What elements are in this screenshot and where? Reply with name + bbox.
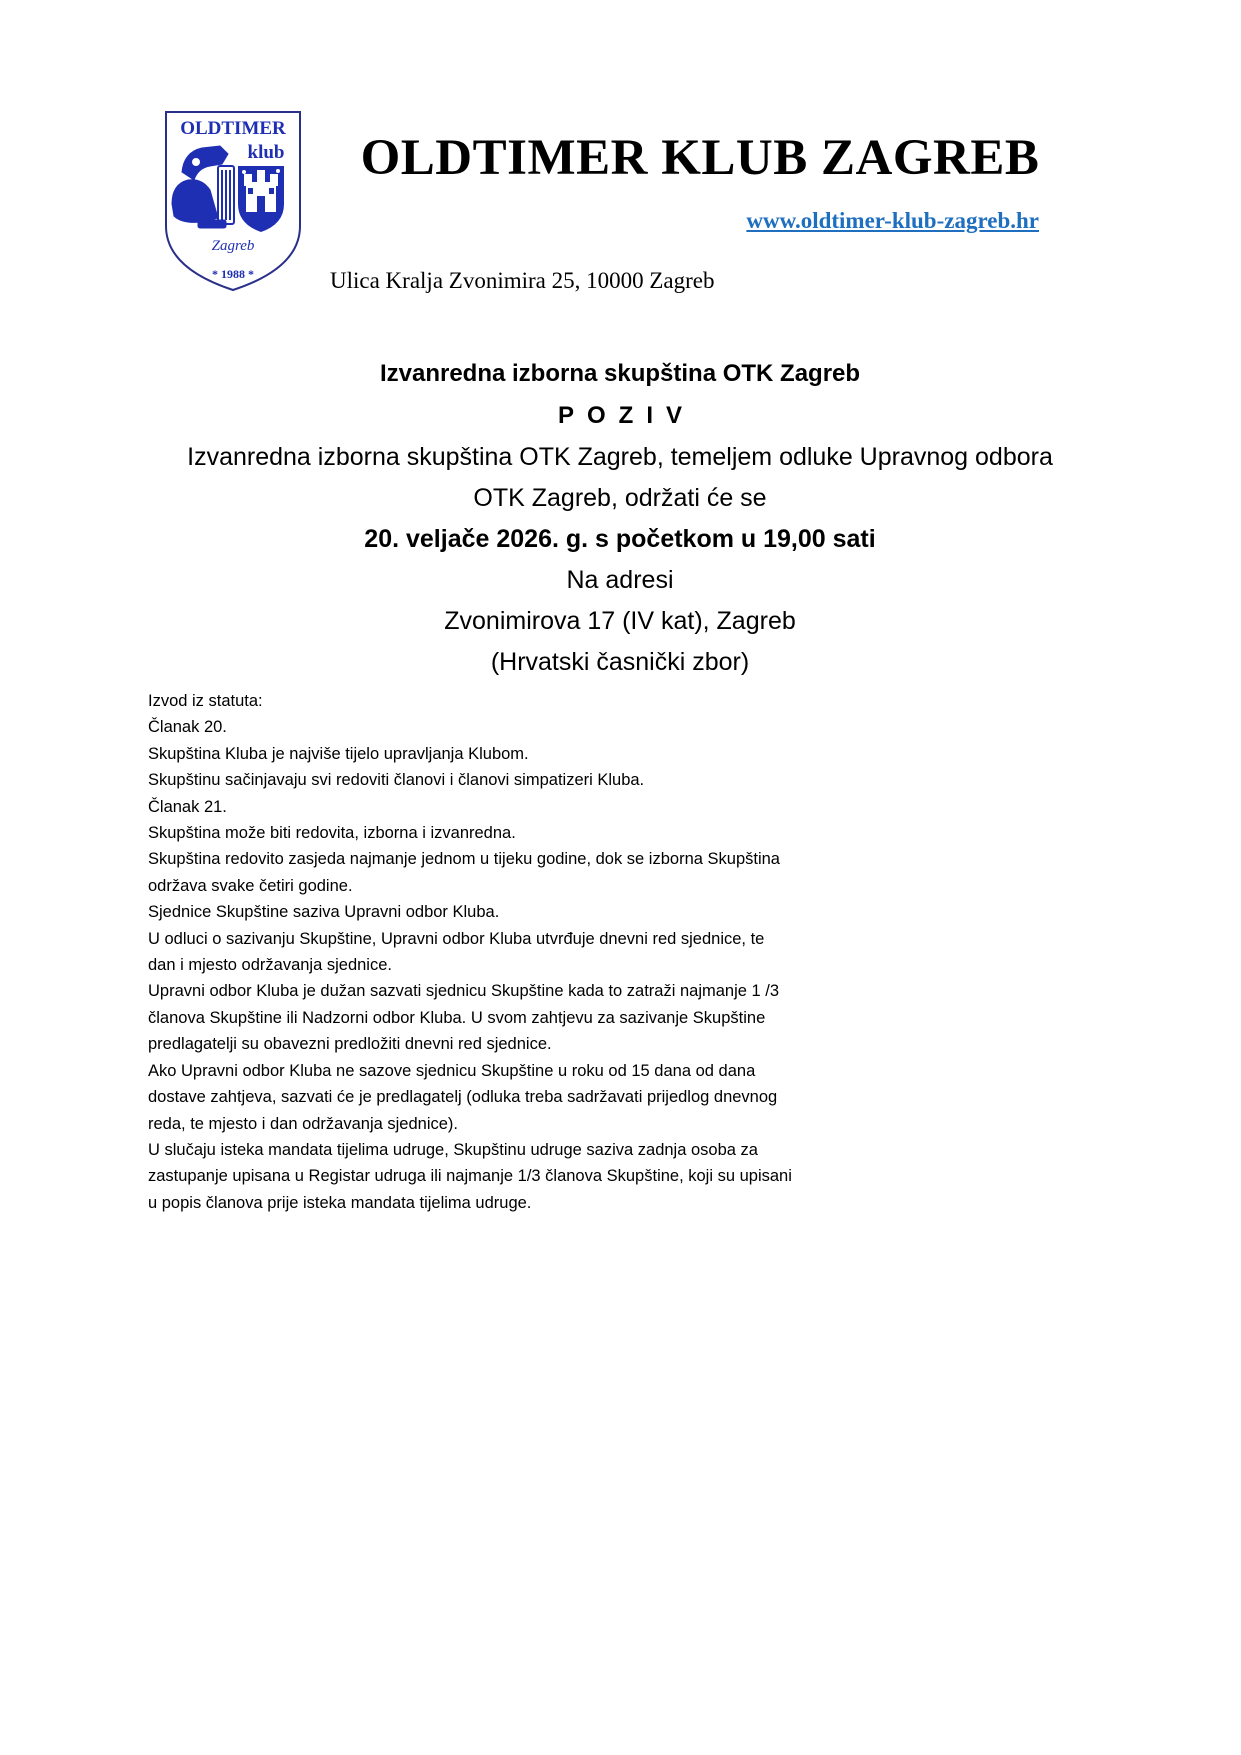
statute-line: u popis članova prije isteka mandata tijelima udruge. — [148, 1193, 532, 1212]
statute-line: dostave zahtjeva, sazvati će je predlagatelj (odluka treba sadržavati prijedlog dnevnog — [148, 1088, 778, 1107]
logo-text-year: * 1988 * — [212, 267, 254, 281]
statute-line: predlagatelji su obavezni predložiti dnevni red sjednice. — [148, 1035, 552, 1054]
website-link[interactable]: www.oldtimer-klub-zagreb.hr — [746, 208, 1039, 233]
statute-line: Skupština redovito zasjeda najmanje jednom u tijeku godine, dok se izborna Skupština — [148, 850, 780, 869]
logo-text-city: Zagreb — [211, 238, 255, 254]
city-emblem-icon — [238, 166, 284, 232]
logo-text-oldtimer: OLDTIMER — [180, 118, 286, 139]
statute-line: Upravni odbor Kluba je dužan sazvati sjednicu Skupštine kada to zatraži najmanje 1 /3 — [148, 982, 780, 1001]
organization-address: Ulica Kralja Zvonimira 25, 10000 Zagreb — [330, 268, 715, 293]
statute-line: zastupanje upisana u Registar udruga ili najmanje 1/3 članova Skupštine, koji su upisani — [148, 1167, 792, 1186]
invitation-venue-note: (Hrvatski časnički zbor) — [490, 648, 750, 676]
logo-text-klub: klub — [247, 142, 285, 163]
invitation-block — [120, 353, 1120, 683]
invitation-address-label: Na adresi — [566, 566, 674, 594]
statute-line: Skupštinu sačinjavaju svi redoviti članovi i članovi simpatizeri Kluba. — [148, 771, 645, 790]
statute-line: održava svake četiri godine. — [148, 876, 353, 895]
statute-line: U odluci o sazivanju Skupštine, Upravni odbor Kluba utvrđuje dnevni red sjednice, te — [148, 929, 765, 948]
invitation-poziv: POZIV — [557, 402, 695, 429]
statute-excerpt — [148, 688, 848, 1216]
oldtimer-klub-logo — [162, 108, 304, 294]
statute-line: Skupština može biti redovita, izborna i izvanredna. — [148, 824, 516, 843]
invitation-text-line-1: Izvanredna izborna skupština OTK Zagreb, temeljem odluke Upravnog odbora — [187, 443, 1053, 471]
statute-line: Ako Upravni odbor Kluba ne sazove sjednicu Skupštine u roku od 15 dana od dana — [148, 1061, 756, 1080]
statute-line: članova Skupštine ili Nadzorni odbor Kluba. U svom zahtjevu za sazivanje Skupštine — [148, 1008, 766, 1027]
organization-title: OLDTIMER KLUB ZAGREB — [360, 130, 1040, 186]
statute-line: Izvod iz statuta: — [148, 692, 263, 710]
invitation-date: 20. veljače 2026. g. s početkom u 19,00 sati — [364, 525, 876, 553]
invitation-title: Izvanredna izborna skupština OTK Zagreb — [379, 360, 861, 387]
statute-line: dan i mjesto održavanja sjednice. — [148, 956, 392, 975]
statute-line: U slučaju isteka mandata tijelima udruge, Skupštinu udruge saziva zadnja osoba za — [148, 1140, 758, 1159]
invitation-text-line-2: OTK Zagreb, održati će se — [473, 484, 767, 512]
statute-line: reda, te mjesto i dan održavanja sjednice). — [148, 1114, 459, 1133]
statute-line: Članak 21. — [148, 797, 227, 816]
invitation-venue: Zvonimirova 17 (IV kat), Zagreb — [444, 607, 796, 635]
statute-line: Sjednice Skupštine saziva Upravni odbor Kluba. — [148, 903, 500, 922]
statute-line: Članak 20. — [148, 718, 227, 737]
statute-line: Skupština Kluba je najviše tijelo upravljanja Klubom. — [148, 744, 529, 763]
